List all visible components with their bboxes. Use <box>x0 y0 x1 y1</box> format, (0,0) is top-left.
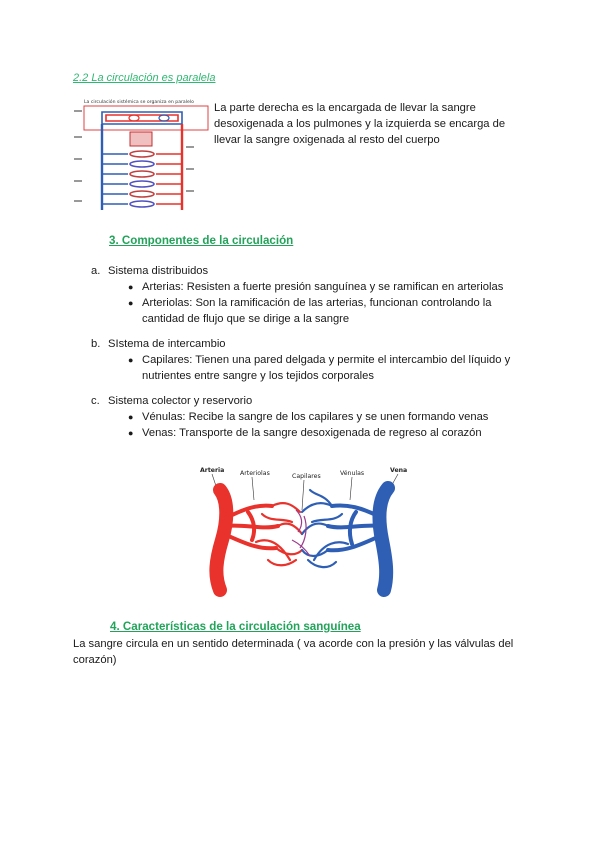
list-title: Sistema colector y reservorio <box>108 395 253 407</box>
paragraph-line: corazón) <box>73 654 117 666</box>
bullet-dot-icon: ● <box>128 355 134 365</box>
label-capilares: Capilares <box>292 473 321 480</box>
list-marker: a. <box>91 265 101 277</box>
list-title: SIstema de intercambio <box>108 338 226 350</box>
bullet-text: Arterias: Resisten a fuerte presión sanguínea y se ramifican en arteriolas <box>142 281 504 293</box>
bullet-text-continued: cantidad de flujo que se dirige a la sangre <box>142 313 350 325</box>
bullet-text: Vénulas: Recibe la sangre de los capilares y se unen formando venas <box>142 411 489 423</box>
bullet-item <box>128 295 491 311</box>
list-title: Sistema distribuidos <box>108 265 209 277</box>
label-vena: Vena <box>390 467 408 474</box>
description-line: llevar la sangre oxigenada al resto del cuerpo <box>214 134 440 146</box>
bullet-item <box>128 279 503 295</box>
section-4-text <box>73 636 513 668</box>
section-2-2-description <box>214 100 505 148</box>
list-marker: b. <box>91 338 101 350</box>
bullet-item <box>128 352 510 368</box>
bullet-dot-icon: ● <box>128 428 134 438</box>
bullet-item <box>128 425 482 441</box>
bullet-text: Venas: Transporte de la sangre desoxigenada de regreso al corazón <box>142 427 482 439</box>
figure-title: La circulación sistémica se organiza en paralelo <box>84 100 194 105</box>
bullet-text-continued: nutrientes entre sangre y los tejidos corporales <box>142 370 374 382</box>
list-marker: c. <box>91 395 100 407</box>
description-line: La parte derecha es la encargada de llevar la sangre <box>214 102 476 114</box>
bullet-item <box>128 409 488 425</box>
bullet-dot-icon: ● <box>128 282 134 292</box>
list-item-c <box>91 393 252 409</box>
list-item-b <box>91 336 226 352</box>
vessel-network-diagram <box>192 460 418 600</box>
label-venulas: Vénulas <box>340 470 365 477</box>
section-2-2-heading[interactable]: 2.2 La circulación es paralela <box>73 72 216 84</box>
bullet-text: Capilares: Tienen una pared delgada y permite el intercambio del líquido y <box>142 354 511 366</box>
paragraph-line: La sangre circula en un sentido determinada ( va acorde con la presión y las válvulas del <box>73 638 514 650</box>
bullet-text: Arteriolas: Son la ramificación de las arterias, funcionan controlando la <box>142 297 492 309</box>
label-arteria: Arteria <box>200 467 225 474</box>
description-line: desoxigenada a los pulmones y la izquierda se encarga de <box>214 118 506 130</box>
list-item-a <box>91 263 208 279</box>
bullet-dot-icon: ● <box>128 298 134 308</box>
section-3-heading[interactable]: 3. Componentes de la circulación <box>109 234 294 247</box>
parallel-circulation-diagram <box>72 96 212 218</box>
section-4-heading[interactable]: 4. Características de la circulación sanguínea <box>110 620 361 633</box>
bullet-dot-icon: ● <box>128 412 134 422</box>
label-arteriolas: Arteriolas <box>240 470 270 477</box>
